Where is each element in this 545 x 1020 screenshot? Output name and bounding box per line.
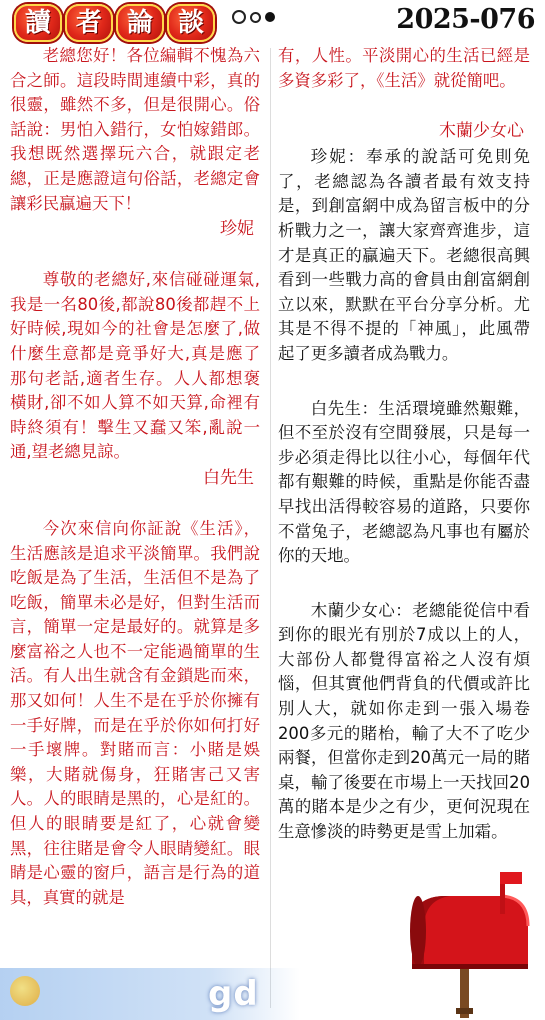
dot-icon — [232, 10, 246, 24]
letter-signature: 木蘭少女心 — [439, 121, 524, 141]
issue-number: 2025-076 — [396, 4, 535, 35]
watermark-logo-icon — [10, 976, 40, 1006]
dot-filled-icon — [265, 12, 275, 22]
column-divider — [270, 48, 271, 1008]
page-header — [0, 0, 545, 40]
pagination-dots-icon — [232, 10, 275, 24]
editor-reply: 白先生：生活環境雖然艱難，但不至於沒有空間發展，只是每一步必須走得比以往小心，每個年代都有艱難的時候，重點是你能否盡早找出活得較容易的道路，只要你不當兔子，老總認為凡事也有屬於你的天地。 — [278, 398, 530, 566]
title-char: 讀 — [14, 4, 62, 42]
letter-signature: 珍妮 — [220, 219, 254, 240]
title-char: 者 — [65, 4, 113, 42]
reply-with-illustration — [278, 599, 530, 845]
title-char: 談 — [167, 4, 215, 42]
editor-reply: 珍妮：奉承的說話可免則免了，老總認為各讀者最有效支持是，到創富網中成為留言板中的分析戰力之一，讓大家齊齊進步，這才是真正的贏遍天下。老總很高興看到一些戰力高的會員由創富網創立以來，默默在平台分享分析。尤其是不得不提的「神風」，此風帶起了更多讀者成為戰力。 — [278, 147, 530, 363]
title-char: 論 — [116, 4, 164, 42]
dot-icon — [250, 12, 261, 23]
letter-signature: 白先生 — [203, 467, 254, 488]
reader-letter-continued: 有，人性。平淡開心的生活已經是多資多彩了，《生活》就從簡吧。 — [278, 46, 530, 90]
reader-letter: 老總您好！各位編輯不愧為六合之師。這段時間連續中彩，真的很靈，雖然不多，但是很開心。俗話說：男怕入錯行，女怕嫁錯郎。我想既然選擇玩六合，就跟定老總，正是應證這句俗話，老總定會讓彩民贏遍天下！ — [10, 46, 260, 213]
reader-letter: 尊敬的老總好,來信碰碰運氣,我是一名80後,都說80後都趕不上好時候,現如今的社會是怎麼了,做什麼生意都是竟爭好大,真是應了那句老話,適者生存。人人都想褒橫財,卻不如人算不如天算,命裡有時終須有！擊生又蠢又笨,亂說一通,望老總見諒。 — [10, 270, 260, 462]
watermark-text: gd — [208, 974, 259, 1014]
right-column — [278, 44, 530, 845]
column-title — [14, 4, 215, 42]
left-column — [10, 44, 260, 910]
reader-letter: 今次來信向你証說《生活》，生活應該是追求平淡簡單。我們說吃飯是為了生活，生活但不是為了吃飯，簡單未必是好，但對生活而言，簡單一定是最好的。就算是多麼富裕之人也不一定能過簡單的生活。有人出生就含有金鎖匙而來，那又如何！人生不是在乎於你擁有一手好牌，而是在乎於你如何打好一手壞牌。對賭而言：小賭是娛樂，大賭就傷身，狂賭害己又害人。人的眼睛是黑的，心是紅的。但人的眼睛要是紅了，心就會變黑，往往賭是會令人眼睛變紅。眼睛是心靈的窗戶，語言是行為的道具，真實的就是 — [10, 518, 260, 907]
watermark-banner — [0, 968, 300, 1020]
editor-reply: 木蘭少女心：老總能從信中看到你的眼光有別於7成以上的人，大部份人都覺得富裕之人沒有煩惱，但其實他們背負的代價或許比別人大，就如你走到一張入場卷200多元的賭枱，輸了大不了吃少兩餐，但當你走到20萬元一局的賭桌，輸了後要在市場上一天找回20萬的賭本是少之有少，更何況現在生意慘淡的時勢更是雪上加霜。 — [278, 600, 530, 842]
mailbox-icon — [402, 868, 532, 1018]
